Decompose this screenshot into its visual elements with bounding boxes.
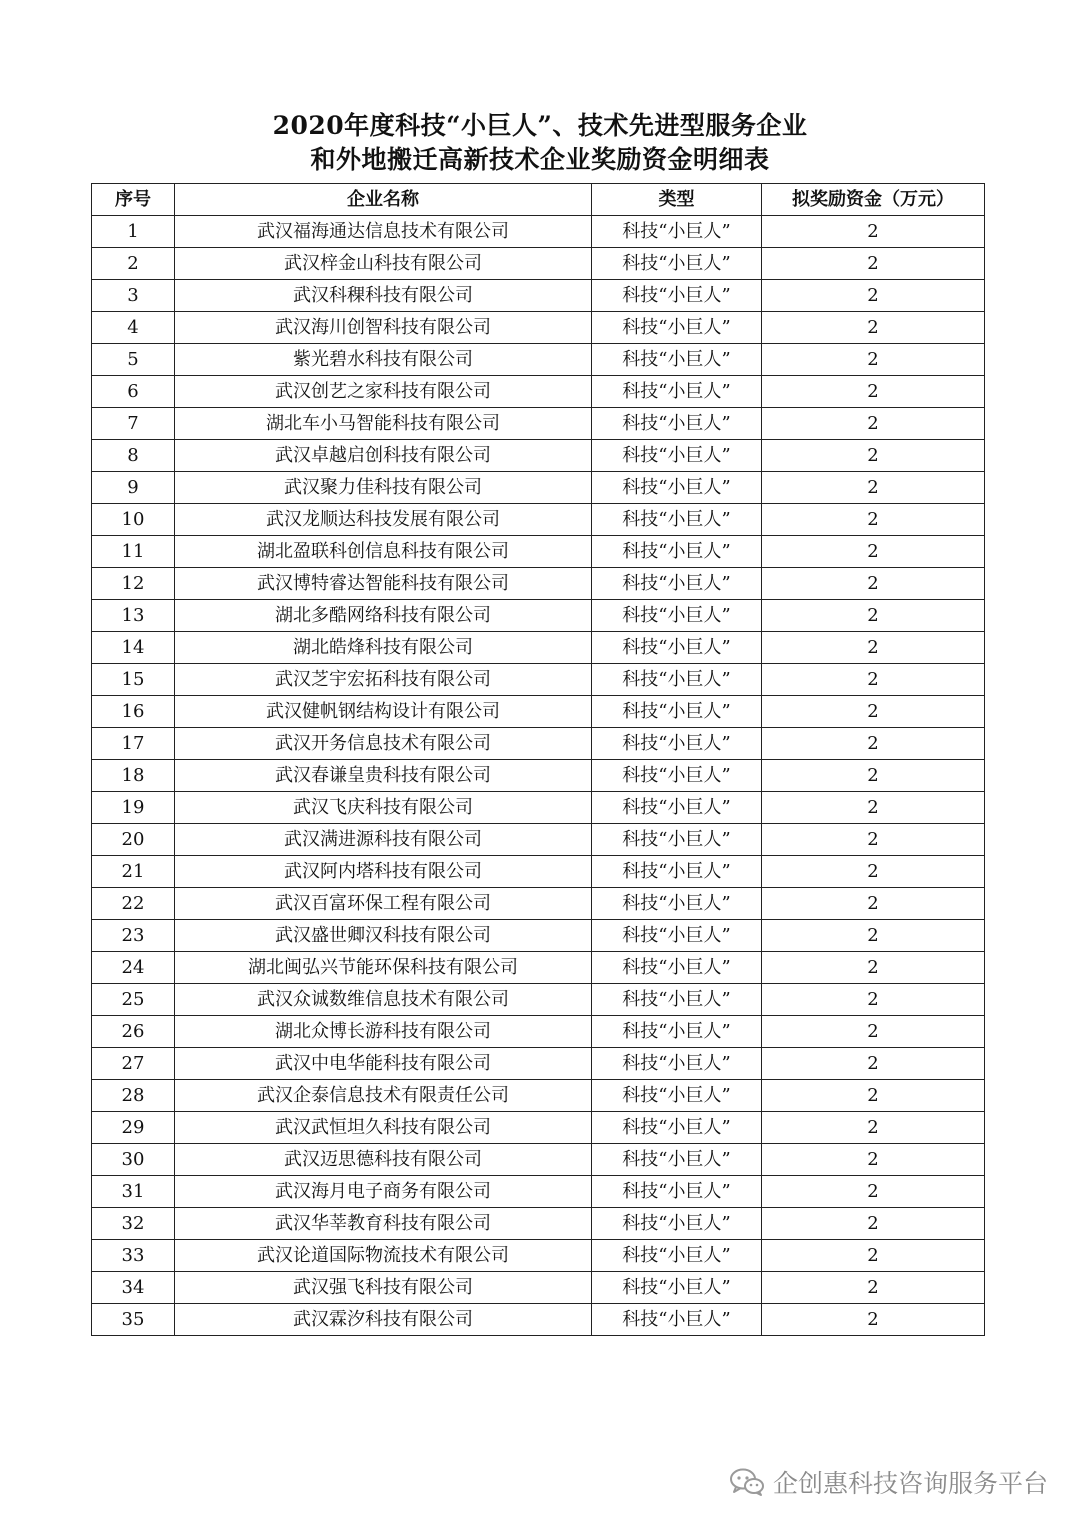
cell-company-name: 湖北盈联科创信息科技有限公司	[175, 536, 592, 568]
cell-amount: 2	[762, 1304, 985, 1336]
reward-table	[91, 183, 985, 1336]
table-row	[92, 888, 985, 920]
cell-amount: 2	[762, 952, 985, 984]
table-row	[92, 984, 985, 1016]
cell-amount: 2	[762, 1048, 985, 1080]
cell-company-name: 武汉梓金山科技有限公司	[175, 248, 592, 280]
cell-type: 科技“小巨人”	[592, 504, 762, 536]
cell-amount: 2	[762, 600, 985, 632]
cell-serial: 12	[92, 568, 175, 600]
cell-amount: 2	[762, 760, 985, 792]
cell-company-name: 武汉健帆钢结构设计有限公司	[175, 696, 592, 728]
cell-company-name: 武汉论道国际物流技术有限公司	[175, 1240, 592, 1272]
cell-amount: 2	[762, 1208, 985, 1240]
cell-type: 科技“小巨人”	[592, 664, 762, 696]
cell-company-name: 武汉海月电子商务有限公司	[175, 1176, 592, 1208]
document-title-line-2: 和外地搬迁高新技术企业奖励资金明细表	[310, 145, 770, 174]
cell-company-name: 武汉中电华能科技有限公司	[175, 1048, 592, 1080]
cell-serial: 5	[92, 344, 175, 376]
table-row	[92, 696, 985, 728]
cell-serial: 8	[92, 440, 175, 472]
cell-amount: 2	[762, 344, 985, 376]
table-row	[92, 536, 985, 568]
cell-amount: 2	[762, 536, 985, 568]
cell-company-name: 湖北多酷网络科技有限公司	[175, 600, 592, 632]
cell-company-name: 武汉芝宇宏拓科技有限公司	[175, 664, 592, 696]
cell-company-name: 武汉迈思德科技有限公司	[175, 1144, 592, 1176]
table-row	[92, 312, 985, 344]
table-row	[92, 1112, 985, 1144]
table-row	[92, 568, 985, 600]
cell-type: 科技“小巨人”	[592, 376, 762, 408]
table-row	[92, 632, 985, 664]
table-row	[92, 344, 985, 376]
cell-serial: 28	[92, 1080, 175, 1112]
cell-company-name: 武汉创艺之家科技有限公司	[175, 376, 592, 408]
cell-serial: 29	[92, 1112, 175, 1144]
table-row	[92, 1304, 985, 1336]
watermark-text: 企创惠科技咨询服务平台	[772, 1469, 1048, 1498]
cell-type: 科技“小巨人”	[592, 312, 762, 344]
table-row	[92, 1272, 985, 1304]
cell-company-name: 武汉盛世卿汉科技有限公司	[175, 920, 592, 952]
cell-serial: 6	[92, 376, 175, 408]
cell-company-name: 武汉武恒坦久科技有限公司	[175, 1112, 592, 1144]
table-row	[92, 440, 985, 472]
table-row	[92, 824, 985, 856]
cell-type: 科技“小巨人”	[592, 792, 762, 824]
table-row	[92, 952, 985, 984]
column-header-type: 类型	[592, 184, 762, 216]
cell-type: 科技“小巨人”	[592, 248, 762, 280]
table-row	[92, 1048, 985, 1080]
cell-serial: 21	[92, 856, 175, 888]
cell-type: 科技“小巨人”	[592, 1048, 762, 1080]
cell-serial: 30	[92, 1144, 175, 1176]
cell-amount: 2	[762, 920, 985, 952]
cell-serial: 16	[92, 696, 175, 728]
cell-type: 科技“小巨人”	[592, 888, 762, 920]
cell-amount: 2	[762, 792, 985, 824]
cell-serial: 23	[92, 920, 175, 952]
cell-serial: 35	[92, 1304, 175, 1336]
cell-amount: 2	[762, 728, 985, 760]
cell-serial: 31	[92, 1176, 175, 1208]
cell-company-name: 湖北车小马智能科技有限公司	[175, 408, 592, 440]
cell-amount: 2	[762, 312, 985, 344]
cell-amount: 2	[762, 376, 985, 408]
cell-amount: 2	[762, 1272, 985, 1304]
cell-serial: 25	[92, 984, 175, 1016]
cell-amount: 2	[762, 1240, 985, 1272]
cell-type: 科技“小巨人”	[592, 536, 762, 568]
table-row	[92, 1144, 985, 1176]
cell-company-name: 武汉开务信息技术有限公司	[175, 728, 592, 760]
cell-company-name: 武汉霖汐科技有限公司	[175, 1304, 592, 1336]
cell-type: 科技“小巨人”	[592, 1112, 762, 1144]
table-row	[92, 1176, 985, 1208]
cell-amount: 2	[762, 984, 985, 1016]
cell-serial: 22	[92, 888, 175, 920]
table-row	[92, 216, 985, 248]
cell-type: 科技“小巨人”	[592, 824, 762, 856]
cell-amount: 2	[762, 216, 985, 248]
cell-type: 科技“小巨人”	[592, 600, 762, 632]
table-row	[92, 856, 985, 888]
cell-amount: 2	[762, 888, 985, 920]
cell-serial: 15	[92, 664, 175, 696]
cell-serial: 2	[92, 248, 175, 280]
cell-amount: 2	[762, 568, 985, 600]
cell-amount: 2	[762, 1176, 985, 1208]
cell-type: 科技“小巨人”	[592, 1304, 762, 1336]
cell-company-name: 武汉阿内塔科技有限公司	[175, 856, 592, 888]
cell-amount: 2	[762, 248, 985, 280]
wechat-icon	[729, 1467, 765, 1497]
cell-serial: 19	[92, 792, 175, 824]
table-row	[92, 728, 985, 760]
cell-amount: 2	[762, 1080, 985, 1112]
table-row	[92, 792, 985, 824]
cell-type: 科技“小巨人”	[592, 1016, 762, 1048]
cell-type: 科技“小巨人”	[592, 856, 762, 888]
cell-type: 科技“小巨人”	[592, 952, 762, 984]
cell-serial: 3	[92, 280, 175, 312]
cell-serial: 17	[92, 728, 175, 760]
cell-company-name: 武汉福海通达信息技术有限公司	[175, 216, 592, 248]
cell-serial: 1	[92, 216, 175, 248]
cell-company-name: 湖北众博长游科技有限公司	[175, 1016, 592, 1048]
cell-type: 科技“小巨人”	[592, 760, 762, 792]
cell-type: 科技“小巨人”	[592, 344, 762, 376]
table-row	[92, 1016, 985, 1048]
cell-company-name: 湖北皓烽科技有限公司	[175, 632, 592, 664]
cell-company-name: 武汉博特睿达智能科技有限公司	[175, 568, 592, 600]
cell-type: 科技“小巨人”	[592, 1272, 762, 1304]
cell-type: 科技“小巨人”	[592, 1080, 762, 1112]
table-row	[92, 280, 985, 312]
cell-serial: 4	[92, 312, 175, 344]
cell-serial: 33	[92, 1240, 175, 1272]
table-row	[92, 408, 985, 440]
column-header-serial: 序号	[92, 184, 175, 216]
table-row	[92, 600, 985, 632]
cell-amount: 2	[762, 472, 985, 504]
cell-company-name: 武汉强飞科技有限公司	[175, 1272, 592, 1304]
cell-serial: 20	[92, 824, 175, 856]
cell-company-name: 武汉满进源科技有限公司	[175, 824, 592, 856]
table-body	[92, 216, 985, 1336]
cell-company-name: 武汉飞庆科技有限公司	[175, 792, 592, 824]
watermark	[729, 1464, 1048, 1500]
cell-company-name: 武汉众诚数维信息技术有限公司	[175, 984, 592, 1016]
cell-type: 科技“小巨人”	[592, 632, 762, 664]
table-row	[92, 1240, 985, 1272]
cell-company-name: 武汉龙顺达科技发展有限公司	[175, 504, 592, 536]
cell-amount: 2	[762, 1112, 985, 1144]
cell-type: 科技“小巨人”	[592, 280, 762, 312]
cell-type: 科技“小巨人”	[592, 920, 762, 952]
cell-type: 科技“小巨人”	[592, 568, 762, 600]
table-row	[92, 1208, 985, 1240]
cell-serial: 7	[92, 408, 175, 440]
cell-amount: 2	[762, 280, 985, 312]
cell-company-name: 武汉企泰信息技术有限责任公司	[175, 1080, 592, 1112]
document-title-line-1: 2020年度科技“小巨人”、技术先进型服务企业	[272, 111, 808, 140]
cell-type: 科技“小巨人”	[592, 984, 762, 1016]
cell-type: 科技“小巨人”	[592, 216, 762, 248]
cell-type: 科技“小巨人”	[592, 1240, 762, 1272]
cell-amount: 2	[762, 1016, 985, 1048]
cell-company-name: 武汉春谦皇贵科技有限公司	[175, 760, 592, 792]
cell-type: 科技“小巨人”	[592, 408, 762, 440]
cell-serial: 14	[92, 632, 175, 664]
cell-company-name: 武汉卓越启创科技有限公司	[175, 440, 592, 472]
cell-type: 科技“小巨人”	[592, 472, 762, 504]
cell-company-name: 武汉百富环保工程有限公司	[175, 888, 592, 920]
cell-company-name: 紫光碧水科技有限公司	[175, 344, 592, 376]
cell-serial: 34	[92, 1272, 175, 1304]
cell-amount: 2	[762, 856, 985, 888]
cell-amount: 2	[762, 408, 985, 440]
cell-amount: 2	[762, 504, 985, 536]
table-row	[92, 1080, 985, 1112]
cell-amount: 2	[762, 696, 985, 728]
cell-amount: 2	[762, 1144, 985, 1176]
cell-type: 科技“小巨人”	[592, 1176, 762, 1208]
table-row	[92, 376, 985, 408]
cell-amount: 2	[762, 824, 985, 856]
cell-serial: 24	[92, 952, 175, 984]
cell-company-name: 武汉聚力佳科技有限公司	[175, 472, 592, 504]
table-header-row	[92, 184, 985, 216]
table-row	[92, 472, 985, 504]
cell-type: 科技“小巨人”	[592, 696, 762, 728]
cell-serial: 32	[92, 1208, 175, 1240]
table-row	[92, 760, 985, 792]
cell-type: 科技“小巨人”	[592, 728, 762, 760]
cell-company-name: 武汉海川创智科技有限公司	[175, 312, 592, 344]
cell-company-name: 湖北闽弘兴节能环保科技有限公司	[175, 952, 592, 984]
table-row	[92, 920, 985, 952]
cell-amount: 2	[762, 632, 985, 664]
cell-serial: 10	[92, 504, 175, 536]
cell-serial: 27	[92, 1048, 175, 1080]
cell-amount: 2	[762, 440, 985, 472]
cell-company-name: 武汉科稞科技有限公司	[175, 280, 592, 312]
table-row	[92, 504, 985, 536]
cell-type: 科技“小巨人”	[592, 1144, 762, 1176]
cell-serial: 26	[92, 1016, 175, 1048]
table-row	[92, 248, 985, 280]
cell-serial: 11	[92, 536, 175, 568]
cell-amount: 2	[762, 664, 985, 696]
cell-type: 科技“小巨人”	[592, 440, 762, 472]
column-header-company: 企业名称	[175, 184, 592, 216]
table-row	[92, 664, 985, 696]
cell-serial: 18	[92, 760, 175, 792]
cell-type: 科技“小巨人”	[592, 1208, 762, 1240]
cell-company-name: 武汉华莘教育科技有限公司	[175, 1208, 592, 1240]
cell-serial: 9	[92, 472, 175, 504]
column-header-amount: 拟奖励资金（万元）	[762, 184, 985, 216]
cell-serial: 13	[92, 600, 175, 632]
